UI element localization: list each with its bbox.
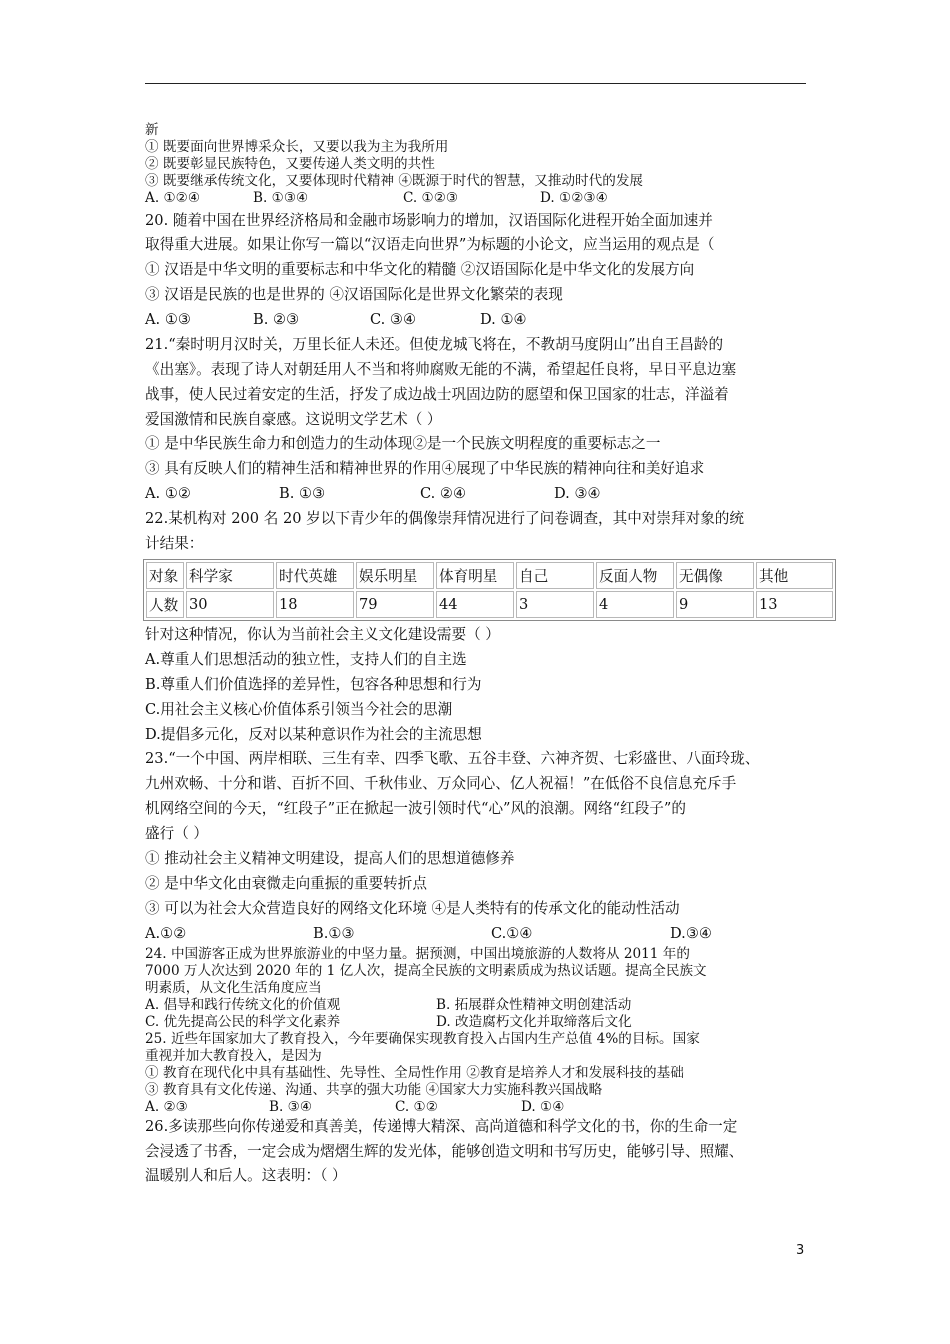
question-20-text: 20. 随着中国在世界经济格局和金融市场影响力的增加，汉语国际化进程开始全面加速并 xyxy=(145,212,713,229)
choice-b: B. ②③ xyxy=(253,311,300,328)
choice-a: A. ①③ xyxy=(145,311,191,328)
table-cell: 79 xyxy=(356,591,434,618)
option-statement: ③ 教育具有文化传递、沟通、共享的强大功能 ④国家大力实施科教兴国战略 xyxy=(145,1082,603,1098)
page-number: 3 xyxy=(796,1243,805,1258)
question-24-text: 24. 中国游客正成为世界旅游业的中坚力量。据预测，中国出境旅游的人数将从 2011 年的 xyxy=(145,946,690,962)
question-22-text: 针对这种情况，你认为当前社会主义文化建设需要（ ） xyxy=(145,626,500,643)
table-cell: 其他 xyxy=(756,562,833,589)
table-cell: 时代英雄 xyxy=(276,562,354,589)
choice-d: D.③④ xyxy=(670,925,712,942)
choice-a: A. ①②④ xyxy=(145,190,201,206)
table-row xyxy=(146,562,833,589)
answer-choices xyxy=(145,484,601,504)
choice-c: C. ①②③ xyxy=(403,190,459,206)
choice-b: B. ①③④ xyxy=(253,190,309,206)
question-25-text: 重视并加大教育投入，是因为 xyxy=(145,1048,322,1064)
option-statement: ① 汉语是中华文明的重要标志和中华文化的精髓 ②汉语国际化是中华文化的发展方向 xyxy=(145,261,695,278)
option-statement: ① 推动社会主义精神文明建设，提高人们的思想道德修养 xyxy=(145,850,515,867)
question-23-text: 23.“一个中国、两岸相联、三生有幸、四季飞歌、五谷丰登、六神齐贺、七彩盛世、八面玲珑、 xyxy=(145,750,760,767)
question-26-text: 会浸透了书香，一定会成为熠熠生辉的发光体，能够创造文明和书写历史，能够引导、照耀、 xyxy=(145,1143,744,1160)
option-statement: ② 是中华文化由衰微走向重振的重要转折点 xyxy=(145,875,427,892)
choice-c: C. 优先提高公民的科学文化素养 xyxy=(145,1014,341,1030)
option-statement: ③ 汉语是民族的也是世界的 ④汉语国际化是世界文化繁荣的表现 xyxy=(145,286,563,303)
choice-b: B. 拓展群众性精神文明创建活动 xyxy=(436,997,632,1013)
question-23-text: 盛行（ ） xyxy=(145,825,209,842)
question-21-text: 《出塞》。表现了诗人对朝廷用人不当和将帅腐败无能的不满，希望起任良将，早日平息边塞 xyxy=(145,361,737,378)
choice-d: D. ①④ xyxy=(521,1099,565,1115)
choice-b: B. ③④ xyxy=(269,1099,313,1115)
choice-d: D. ①④ xyxy=(480,311,527,328)
table-cell: 3 xyxy=(516,591,594,618)
question-21-text: 爱国激情和民族自豪感。这说明文学艺术（ ） xyxy=(145,411,442,428)
table-cell: 体育明星 xyxy=(436,562,514,589)
answer-choices xyxy=(145,1014,632,1031)
text-line: 新 xyxy=(145,122,159,138)
answer-choices xyxy=(145,924,712,944)
table-cell: 4 xyxy=(596,591,674,618)
choice-d: D. 改造腐朽文化并取缔落后文化 xyxy=(436,1014,632,1030)
question-20-text: 取得重大进展。如果让你写一篇以“汉语走向世界”为标题的小论文，应当运用的观点是（ xyxy=(145,236,715,253)
answer-choices xyxy=(145,997,631,1014)
choice-d: D.提倡多元化，反对以某种意识作为社会的主流思想 xyxy=(145,726,482,743)
answer-choices xyxy=(145,190,608,207)
option-statement: ① 是中华民族生命力和创造力的生动体现②是一个民族文明程度的重要标志之一 xyxy=(145,435,661,452)
question-22-text: 计结果： xyxy=(145,535,204,552)
table-cell: 娱乐明星 xyxy=(356,562,434,589)
table-cell: 人数 xyxy=(146,591,184,618)
table-cell: 30 xyxy=(186,591,274,618)
table-cell: 13 xyxy=(756,591,833,618)
option-statement: ③ 具有反映人们的精神生活和精神世界的作用④展现了中华民族的精神向往和美好追求 xyxy=(145,460,705,477)
table-row xyxy=(146,591,833,618)
table-cell: 无偶像 xyxy=(676,562,754,589)
answer-choices xyxy=(145,1099,564,1116)
table-cell: 9 xyxy=(676,591,754,618)
choice-b: B. ①③ xyxy=(279,485,326,502)
option-statement: ① 教育在现代化中具有基础性、先导性、全局性作用 ②教育是培养人才和发展科技的基础 xyxy=(145,1065,684,1081)
choice-a: A.尊重人们思想活动的独立性，支持人们的自主选 xyxy=(145,651,467,668)
question-24-text: 7000 万人次达到 2020 年的 1 亿人次，提高全民族的文明素质成为热议话题。提高全民族文 xyxy=(145,963,707,979)
choice-c: C.①④ xyxy=(491,925,533,942)
choice-c: C. ①② xyxy=(395,1099,438,1115)
choice-b: B.①③ xyxy=(313,925,355,942)
question-23-text: 机网络空间的今天，“红段子”正在掀起一波引领时代“心”风的浪潮。网络“红段子”的 xyxy=(145,800,686,817)
survey-table xyxy=(143,559,836,621)
choice-c: C. ②④ xyxy=(420,485,467,502)
choice-a: A. ②③ xyxy=(145,1099,188,1115)
choice-a: A. ①② xyxy=(145,485,191,502)
question-21-text: 21.“秦时明月汉时关，万里长征人未还。但使龙城飞将在，不教胡马度阴山”出自王昌龄的 xyxy=(145,336,724,353)
choice-b: B.尊重人们价值选择的差异性，包容各种思想和行为 xyxy=(145,676,482,693)
choice-d: D. ①②③④ xyxy=(540,190,608,206)
option-statement: ③ 可以为社会大众营造良好的网络文化环境 ④是人类特有的传承文化的能动性活动 xyxy=(145,900,680,917)
option-statement: ① 既要面向世界博采众长，又要以我为主为我所用 xyxy=(145,139,449,155)
table-cell: 对象 xyxy=(146,562,184,589)
choice-c: C. ③④ xyxy=(370,311,417,328)
option-statement: ③ 既要继承传统文化，又要体现时代精神 ④既源于时代的智慧，又推动时代的发展 xyxy=(145,173,644,189)
question-22-text: 22.某机构对 200 名 20 岁以下青少年的偶像崇拜情况进行了问卷调查，其中对崇拜对象的统 xyxy=(145,510,744,527)
question-26-text: 温暖别人和后人。这表明：（ ） xyxy=(145,1167,347,1184)
choice-a: A.①② xyxy=(145,925,187,942)
table-cell: 44 xyxy=(436,591,514,618)
choice-d: D. ③④ xyxy=(554,485,601,502)
table-cell: 18 xyxy=(276,591,354,618)
header-rule xyxy=(145,83,806,84)
question-24-text: 明素质，从文化生活角度应当 xyxy=(145,980,322,996)
question-25-text: 25. 近些年国家加大了教育投入，今年要确保实现教育投入占国内生产总值 4%的目标。国家 xyxy=(145,1031,700,1047)
answer-choices xyxy=(145,310,527,330)
table-cell: 自己 xyxy=(516,562,594,589)
question-21-text: 战事，使人民过着安定的生活，抒发了成边战士巩固边防的愿望和保卫国家的壮志，洋溢着 xyxy=(145,386,729,403)
question-26-text: 26.多读那些向你传递爱和真善美，传递博大精深、高尚道德和科学文化的书，你的生命一定 xyxy=(145,1118,738,1135)
choice-a: A. 倡导和践行传统文化的价值观 xyxy=(145,997,341,1013)
table-cell: 反面人物 xyxy=(596,562,674,589)
table-cell: 科学家 xyxy=(186,562,274,589)
choice-c: C.用社会主义核心价值体系引领当今社会的思潮 xyxy=(145,701,453,718)
question-23-text: 九州欢畅、十分和谐、百折不回、千秋伟业、万众同心、亿人祝福！”在低俗不良信息充斥手 xyxy=(145,775,737,792)
option-statement: ② 既要彰显民族特色，又要传递人类文明的共性 xyxy=(145,156,435,172)
